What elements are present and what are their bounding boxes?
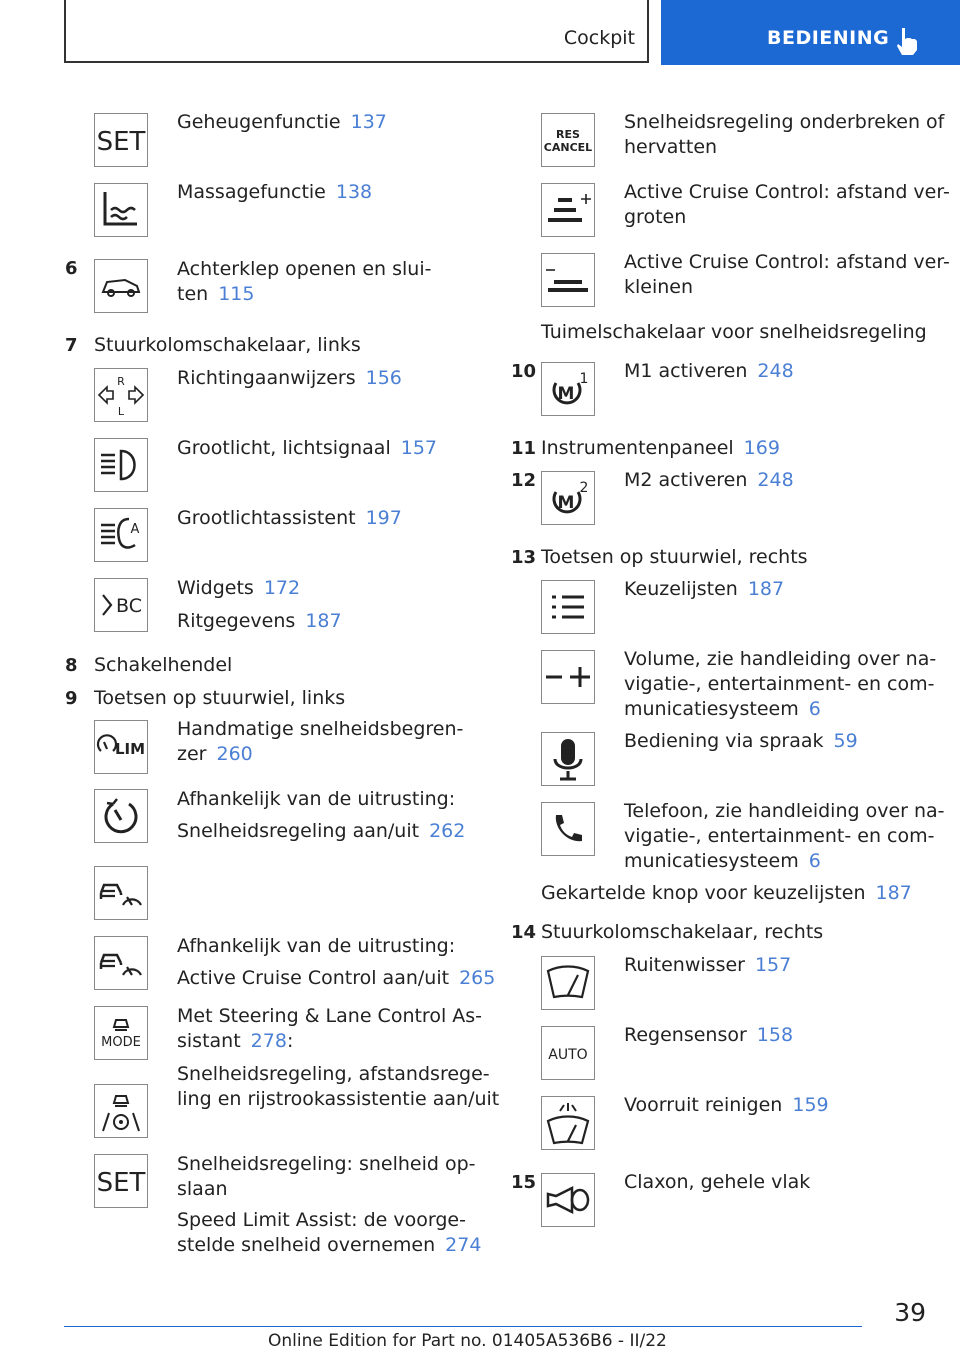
item-label-cont: sistant [177, 1030, 241, 1052]
page-ref[interactable]: 187 [305, 610, 342, 632]
item-label: Richtingaanwijzers [177, 367, 356, 389]
item-label-cont: municatiesysteem [624, 850, 799, 872]
svg-text:SET: SET [96, 1168, 146, 1198]
lim-icon [94, 720, 148, 774]
svg-text:BC: BC [116, 595, 142, 617]
item-number: 13 [511, 547, 537, 568]
set-icon [94, 113, 148, 167]
item-label: Widgets [177, 577, 254, 599]
list-item [541, 881, 912, 906]
header-section: Cockpit [563, 27, 635, 49]
horn-icon [541, 1173, 595, 1227]
item-label: Regensensor [624, 1024, 747, 1046]
item-label: Active Cruise Control: afstand ver- [624, 181, 950, 203]
auto-icon [541, 1026, 595, 1080]
item-label: Massagefunctie [177, 181, 326, 203]
svg-text:2: 2 [579, 480, 589, 496]
page-ref[interactable]: 157 [754, 954, 792, 976]
item-label: Afhankelijk van de uitrusting: [177, 935, 456, 957]
list-item [177, 1208, 481, 1258]
header-chapter-box [661, 0, 960, 65]
distance-minus-icon [541, 253, 595, 307]
item-label-cont: ten [177, 283, 209, 305]
section-heading: Schakelhendel [94, 654, 233, 676]
item-label: Speed Limit Assist: de voorge- [177, 1209, 466, 1231]
page-number: 39 [894, 1298, 926, 1327]
page-ref[interactable]: 260 [216, 743, 253, 765]
list-item [177, 934, 455, 959]
list-item [624, 250, 950, 300]
item-label-cont: hervatten [624, 136, 718, 158]
item-number: 8 [65, 655, 78, 676]
item-label: Grootlicht, lichtsignaal [177, 437, 391, 459]
distance-plus-icon [541, 183, 595, 237]
item-label: Claxon, gehele vlak [624, 1171, 811, 1193]
list-item [177, 180, 372, 205]
bc-icon [94, 578, 148, 632]
list-item [177, 506, 402, 531]
svg-text:MODE: MODE [101, 1035, 141, 1050]
list-icon [541, 580, 595, 634]
cruise-icon [94, 789, 148, 843]
svg-text:1: 1 [579, 371, 589, 387]
item-label: Bediening via spraak [624, 730, 824, 752]
footer-divider [64, 1326, 862, 1327]
list-item [624, 1170, 810, 1195]
header-chapter: BEDIENING [767, 27, 890, 49]
section-heading: Toetsen op stuurwiel, rechts [541, 546, 808, 568]
microphone-icon [541, 732, 595, 786]
tailgate-icon [94, 259, 148, 313]
massage-icon [94, 183, 148, 237]
item-label: Active Cruise Control: afstand ver- [624, 251, 950, 273]
item-label: Snelheidsregeling onderbreken of [624, 111, 945, 133]
svg-text:LIM: LIM [114, 740, 146, 758]
page-ref[interactable]: 59 [833, 730, 858, 752]
page-ref[interactable]: 138 [335, 181, 373, 203]
list-item [177, 1004, 482, 1054]
item-label: Snelheidsregeling aan/uit [177, 820, 420, 842]
item-label: Gekartelde knop voor keuzelijsten [541, 882, 866, 904]
list-item [624, 468, 794, 493]
item-number: 9 [65, 688, 78, 709]
page-ref[interactable]: 169 [743, 437, 780, 459]
list-item [177, 1152, 476, 1202]
pointing-hand-icon [893, 26, 921, 56]
res-cancel-icon [541, 113, 595, 167]
section-heading: Tuimelschakelaar voor snelheidsregeling [541, 321, 927, 343]
item-label: Afhankelijk van de uitrusting: [177, 788, 456, 810]
item-number: 10 [511, 361, 537, 382]
list-item [624, 110, 944, 160]
volume-icon [541, 650, 595, 704]
item-label: Grootlichtassistent [177, 507, 356, 529]
acc-icon [94, 936, 148, 990]
item-number: 11 [511, 438, 537, 459]
high-beam-icon [94, 438, 148, 492]
item-number: 14 [511, 922, 537, 943]
mode-icon [94, 1006, 148, 1060]
item-label: Snelheidsregeling: snelheid op- [177, 1153, 476, 1175]
item-label: Telefoon, zie handleiding over na- [624, 800, 945, 822]
item-label-cont: kleinen [624, 276, 694, 298]
page-ref[interactable]: 157 [400, 437, 437, 459]
page-ref[interactable]: 6 [808, 850, 821, 872]
list-item [624, 799, 945, 874]
item-label-cont: ling en rijstrookassistentie aan/uit [177, 1088, 500, 1110]
item-label: M2 activeren [624, 469, 748, 491]
list-item [624, 647, 936, 722]
list-item [624, 1023, 793, 1048]
svg-text:R: R [117, 375, 125, 388]
list-item [177, 966, 495, 991]
page-ref[interactable]: 274 [445, 1234, 482, 1256]
item-label: M1 activeren [624, 360, 748, 382]
set-icon-label: SET [96, 127, 146, 157]
item-label-cont: groten [624, 206, 687, 228]
page-ref[interactable]: 6 [808, 698, 821, 720]
item-label: Keuzelijsten [624, 578, 738, 600]
phone-icon [541, 802, 595, 856]
svg-text:AUTO: AUTO [548, 1047, 588, 1063]
item-label: Snelheidsregeling, afstandsrege- [177, 1063, 490, 1085]
page-ref[interactable]: 187 [875, 882, 912, 904]
list-item [624, 180, 950, 230]
item-label: Ruitenwisser [624, 954, 745, 976]
header-section-box [64, 0, 649, 63]
list-item [624, 729, 858, 754]
item-number: 7 [65, 335, 78, 356]
item-number: 6 [65, 258, 78, 279]
lane-icon [94, 1084, 148, 1138]
list-item [624, 953, 791, 978]
list-item [177, 576, 300, 601]
page-ref[interactable]: 265 [459, 967, 496, 989]
page-ref[interactable]: 197 [365, 507, 402, 529]
page-ref[interactable]: 278 [250, 1030, 287, 1052]
item-label: Instrumentenpaneel [541, 437, 734, 459]
list-item [177, 717, 463, 767]
list-item [177, 819, 465, 844]
list-item [177, 1062, 499, 1112]
section-heading [541, 436, 780, 461]
page-ref[interactable]: 248 [757, 469, 794, 491]
svg-text:RES: RES [556, 128, 580, 141]
list-item [624, 359, 794, 384]
turn-signal-icon [94, 368, 148, 422]
item-label: Met Steering & Lane Control As- [177, 1005, 483, 1027]
page-ref[interactable]: 262 [429, 820, 466, 842]
m1-icon [541, 362, 595, 416]
item-label: Handmatige snelheidsbegren- [177, 718, 464, 740]
list-item [177, 366, 402, 391]
m2-icon [541, 471, 595, 525]
page-ref[interactable]: 115 [218, 283, 255, 305]
list-item [177, 436, 437, 461]
item-label: Geheugenfunctie [177, 111, 341, 133]
page-ref[interactable]: 159 [792, 1094, 829, 1116]
item-label-cont: zer [177, 743, 207, 765]
item-label-cont: vigatie-, entertainment- en com- [624, 825, 935, 847]
page-ref[interactable]: 156 [365, 367, 402, 389]
section-heading: Stuurkolomschakelaar, rechts [541, 921, 824, 943]
item-label-cont: municatiesysteem [624, 698, 799, 720]
list-item [624, 1093, 829, 1118]
item-label: Volume, zie handleiding over na- [624, 648, 937, 670]
page-ref[interactable]: 172 [263, 577, 301, 599]
section-heading: Toetsen op stuurwiel, links [94, 687, 346, 709]
section-heading: Stuurkolomschakelaar, links [94, 334, 361, 356]
page-ref[interactable]: 158 [756, 1024, 794, 1046]
footer-edition: Online Edition for Part no. 01405A536B6 - II/22 [268, 1331, 667, 1351]
list-item [177, 257, 432, 307]
item-number: 12 [511, 470, 537, 491]
item-label: Ritgegevens [177, 610, 296, 632]
wiper-icon [541, 956, 595, 1010]
suffix: : [286, 1030, 294, 1052]
page-ref[interactable]: 137 [350, 111, 387, 133]
set-icon [94, 1154, 148, 1208]
list-item [177, 110, 387, 135]
list-item [624, 577, 784, 602]
svg-text:A: A [130, 522, 140, 537]
item-number: 15 [511, 1172, 537, 1193]
page-ref[interactable]: 187 [747, 578, 785, 600]
page-ref[interactable]: 248 [757, 360, 794, 382]
svg-text:M: M [557, 384, 575, 404]
high-beam-assist-icon [94, 508, 148, 562]
item-label: Voorruit reinigen [624, 1094, 783, 1116]
list-item [177, 787, 455, 812]
svg-text:CANCEL: CANCEL [543, 141, 593, 154]
item-label: Active Cruise Control aan/uit [177, 967, 450, 989]
item-label-cont: slaan [177, 1178, 228, 1200]
acc-icon [94, 866, 148, 920]
washer-icon [541, 1096, 595, 1150]
item-label: Achterklep openen en slui- [177, 258, 432, 280]
item-label-cont: stelde snelheid overnemen [177, 1234, 436, 1256]
svg-text:M: M [557, 493, 575, 513]
list-item [177, 609, 342, 634]
svg-text:L: L [117, 405, 125, 418]
item-label-cont: vigatie-, entertainment- en com- [624, 673, 935, 695]
